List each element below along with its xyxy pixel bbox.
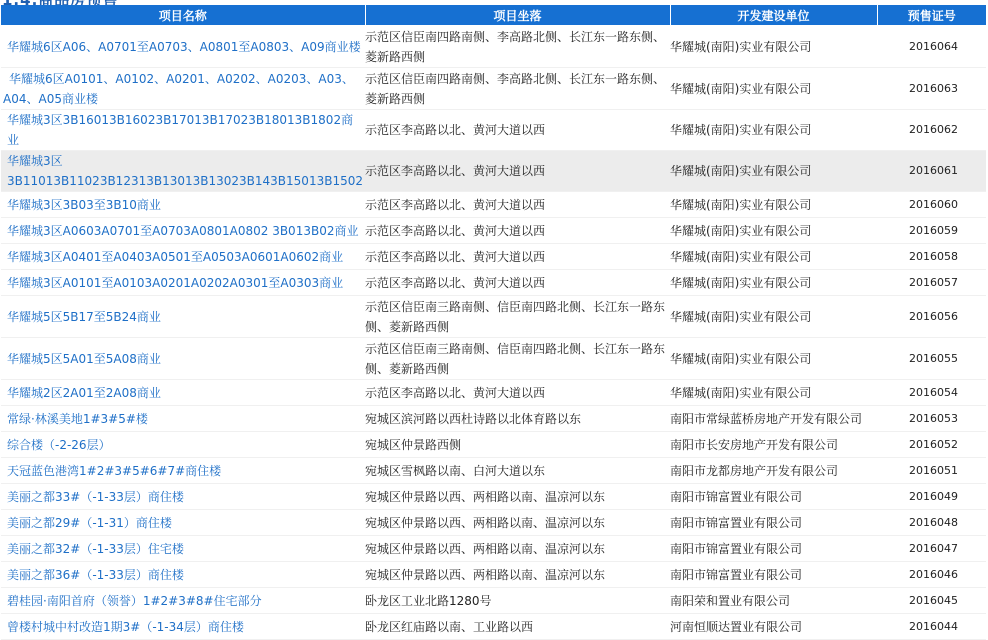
cell-developer: 华耀城(南阳)实业有限公司: [670, 110, 877, 151]
cell-location: 示范区李高路以北、黄河大道以西: [365, 110, 670, 151]
cell-project-name: [1, 218, 365, 244]
cell-project-name: [1, 296, 365, 338]
cell-project-name: [1, 110, 365, 151]
table-row: [1, 26, 986, 68]
cell-permit-number: 2016049: [877, 484, 986, 510]
cell-permit-number: 2016045: [877, 588, 986, 614]
table-row: [1, 192, 986, 218]
cell-location: 宛城区仲景路以西、两相路以南、温凉河以东: [365, 536, 670, 562]
cell-developer: 华耀城(南阳)实业有限公司: [670, 26, 877, 68]
cell-developer: 南阳市锦富置业有限公司: [670, 562, 877, 588]
project-link[interactable]: 华耀城3区3B16013B16023B17013B17023B18013B1802商业: [7, 113, 354, 147]
cell-developer: 华耀城(南阳)实业有限公司: [670, 270, 877, 296]
cell-project-name: [1, 536, 365, 562]
table-row: [1, 536, 986, 562]
cell-permit-number: 2016056: [877, 296, 986, 338]
cell-project-name: [1, 458, 365, 484]
cell-location: 示范区信臣南四路南侧、李高路北侧、长江东一路东侧、菱新路西侧: [365, 26, 670, 68]
project-link[interactable]: 碧桂园·南阳首府（领誉）1#2#3#8#住宅部分: [7, 593, 262, 608]
table-row: [1, 380, 986, 406]
cell-developer: 华耀城(南阳)实业有限公司: [670, 296, 877, 338]
cell-developer: 华耀城(南阳)实业有限公司: [670, 68, 877, 110]
cell-permit-number: 2016057: [877, 270, 986, 296]
cell-location: 卧龙区红庙路以南、工业路以西: [365, 614, 670, 640]
table-row: [1, 406, 986, 432]
column-header-permit: 预售证号: [877, 5, 986, 26]
cell-permit-number: 2016054: [877, 380, 986, 406]
project-link[interactable]: 华耀城3区3B03至3B10商业: [7, 197, 161, 212]
cell-location: 卧龙区工业北路1280号: [365, 588, 670, 614]
cell-developer: 南阳市长安房地产开发有限公司: [670, 432, 877, 458]
cell-developer: 华耀城(南阳)实业有限公司: [670, 380, 877, 406]
cell-permit-number: 2016060: [877, 192, 986, 218]
cell-location: 宛城区滨河路以西杜诗路以北体育路以东: [365, 406, 670, 432]
cell-developer: 南阳荣和置业有限公司: [670, 588, 877, 614]
table-header-row: [1, 5, 986, 26]
table-row: [1, 432, 986, 458]
cell-project-name: [1, 192, 365, 218]
cell-project-name: [1, 338, 365, 380]
table-row: [1, 338, 986, 380]
cell-developer: 南阳市龙都房地产开发有限公司: [670, 458, 877, 484]
cell-permit-number: 2016052: [877, 432, 986, 458]
cell-project-name: [1, 614, 365, 640]
cell-permit-number: 2016055: [877, 338, 986, 380]
project-link[interactable]: 华耀城5区5A01至5A08商业: [7, 351, 161, 366]
cell-project-name: [1, 380, 365, 406]
table-body: [1, 26, 986, 640]
cell-developer: 南阳市常绿蓝桥房地产开发有限公司: [670, 406, 877, 432]
cell-project-name: [1, 406, 365, 432]
cell-permit-number: 2016059: [877, 218, 986, 244]
column-header-location: 项目坐落: [365, 5, 670, 26]
cell-developer: 华耀城(南阳)实业有限公司: [670, 192, 877, 218]
cell-developer: 南阳市锦富置业有限公司: [670, 536, 877, 562]
project-link[interactable]: 美丽之都36#（-1-33层）商住楼: [7, 567, 184, 582]
cell-developer: 华耀城(南阳)实业有限公司: [670, 338, 877, 380]
cell-permit-number: 2016064: [877, 26, 986, 68]
cell-permit-number: 2016046: [877, 562, 986, 588]
table-row: [1, 68, 986, 110]
project-link[interactable]: 华耀城3区3B11013B11023B12313B13013B13023B143B15013B1502: [7, 154, 363, 188]
table-row: [1, 270, 986, 296]
project-link[interactable]: 华耀城6区A06、A0701至A0703、A0801至A0803、A09商业楼: [7, 39, 361, 54]
cell-location: 示范区李高路以北、黄河大道以西: [365, 192, 670, 218]
project-link[interactable]: 华耀城3区A0401至A0403A0501至A0503A0601A0602商业: [7, 249, 344, 264]
cell-permit-number: 2016063: [877, 68, 986, 110]
cell-project-name: [1, 588, 365, 614]
project-link[interactable]: 美丽之都32#（-1-33层）住宅楼: [7, 541, 184, 556]
cell-developer: 南阳市锦富置业有限公司: [670, 484, 877, 510]
cell-project-name: [1, 484, 365, 510]
column-header-developer: 开发建设单位: [670, 5, 877, 26]
cell-project-name: [1, 432, 365, 458]
table-row: [1, 562, 986, 588]
cell-location: 示范区信臣南三路南侧、信臣南四路北侧、长江东一路东侧、菱新路西侧: [365, 338, 670, 380]
cell-location: 示范区李高路以北、黄河大道以西: [365, 244, 670, 270]
cell-permit-number: 2016047: [877, 536, 986, 562]
project-link[interactable]: 华耀城3区A0603A0701至A0703A0801A0802 3B013B02商业: [7, 223, 359, 238]
table-row: [1, 458, 986, 484]
table-row: [1, 244, 986, 270]
cell-developer: 华耀城(南阳)实业有限公司: [670, 218, 877, 244]
cell-location: 示范区信臣南三路南侧、信臣南四路北侧、长江东一路东侧、菱新路西侧: [365, 296, 670, 338]
project-link[interactable]: 常绿·林溪美地1#3#5#楼: [7, 411, 148, 426]
cell-permit-number: 2016044: [877, 614, 986, 640]
cell-location: 宛城区雪枫路以南、白河大道以东: [365, 458, 670, 484]
project-link[interactable]: 天冠蓝色港湾1#2#3#5#6#7#商住楼: [7, 463, 222, 478]
cell-developer: 华耀城(南阳)实业有限公司: [670, 151, 877, 192]
cell-location: 宛城区仲景路西侧: [365, 432, 670, 458]
table-row: [1, 510, 986, 536]
cell-permit-number: 2016048: [877, 510, 986, 536]
project-link[interactable]: 综合楼（-2-26层）: [7, 437, 111, 452]
cell-project-name: [1, 562, 365, 588]
project-link[interactable]: 华耀城6区A0101、A0102、A0201、A0202、A0203、A03、A04、A05商业楼: [3, 71, 354, 106]
cell-location: 示范区信臣南四路南侧、李高路北侧、长江东一路东侧、菱新路西侧: [365, 68, 670, 110]
cell-permit-number: 2016062: [877, 110, 986, 151]
cell-location: 宛城区仲景路以西、两相路以南、温凉河以东: [365, 484, 670, 510]
cell-location: 示范区李高路以北、黄河大道以西: [365, 218, 670, 244]
cell-location: 示范区李高路以北、黄河大道以西: [365, 151, 670, 192]
cell-location: 宛城区仲景路以西、两相路以南、温凉河以东: [365, 562, 670, 588]
project-link[interactable]: 华耀城3区A0101至A0103A0201A0202A0301至A0303商业: [7, 275, 344, 290]
table-row: [1, 588, 986, 614]
cell-developer: 南阳市锦富置业有限公司: [670, 510, 877, 536]
column-header-name: 项目名称: [1, 5, 365, 26]
cell-location: 示范区李高路以北、黄河大道以西: [365, 380, 670, 406]
cell-permit-number: 2016058: [877, 244, 986, 270]
cell-permit-number: 2016061: [877, 151, 986, 192]
project-link[interactable]: 美丽之都33#（-1-33层）商住楼: [7, 489, 184, 504]
table-row: [1, 614, 986, 640]
cell-project-name: [1, 270, 365, 296]
cell-project-name: [1, 26, 365, 68]
project-link[interactable]: 华耀城5区5B17至5B24商业: [7, 309, 161, 324]
table-row: [1, 218, 986, 244]
cell-project-name: [1, 151, 365, 192]
project-link[interactable]: 美丽之都29#（-1-31）商住楼: [7, 515, 172, 530]
table-row: [1, 484, 986, 510]
cell-developer: 河南恒顺达置业有限公司: [670, 614, 877, 640]
presale-permit-table: [1, 5, 986, 640]
project-link[interactable]: 曾楼村城中村改造1期3#（-1-34层）商住楼: [7, 619, 244, 634]
cell-location: 示范区李高路以北、黄河大道以西: [365, 270, 670, 296]
cell-project-name: [1, 68, 365, 110]
cell-developer: 华耀城(南阳)实业有限公司: [670, 244, 877, 270]
cell-project-name: [1, 244, 365, 270]
cell-location: 宛城区仲景路以西、两相路以南、温凉河以东: [365, 510, 670, 536]
cell-permit-number: 2016053: [877, 406, 986, 432]
table-row: [1, 110, 986, 151]
table-row: [1, 296, 986, 338]
cell-permit-number: 2016051: [877, 458, 986, 484]
project-link[interactable]: 华耀城2区2A01至2A08商业: [7, 385, 161, 400]
cell-project-name: [1, 510, 365, 536]
table-row: [1, 151, 986, 192]
